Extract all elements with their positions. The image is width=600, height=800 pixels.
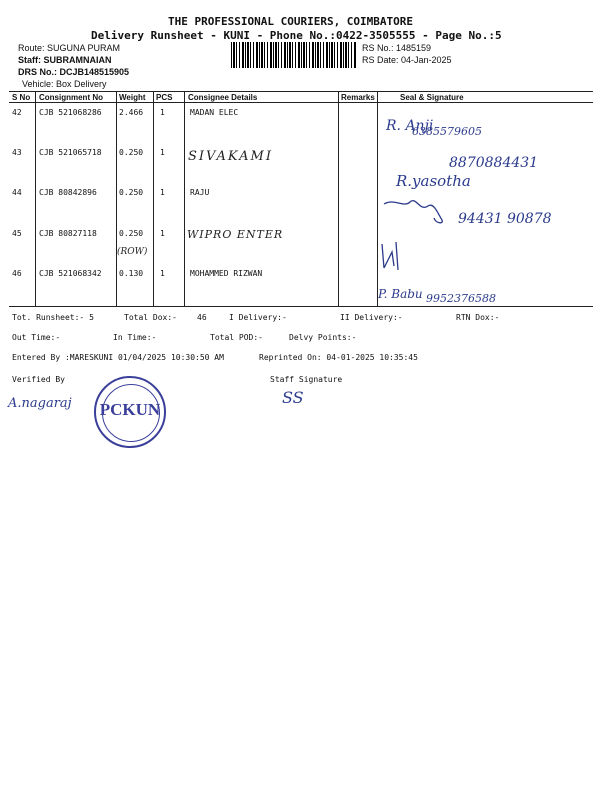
row-weight: 0.250 <box>119 188 144 197</box>
signature-row-46: P. Babu <box>378 287 423 301</box>
row-consignee: MOHAMMED RIZWAN <box>190 269 263 278</box>
signature-row-42: R. Anji <box>386 118 434 134</box>
in-time: In Time:- <box>113 333 157 342</box>
staff-signature: SS <box>282 388 304 407</box>
reprinted-on: Reprinted On: 04-01-2025 10:35:45 <box>259 353 418 362</box>
col-divider <box>116 91 117 306</box>
table-top-rule <box>9 91 593 92</box>
row-consignee: RAJU <box>190 188 210 197</box>
col-header-sno: S No <box>12 93 31 102</box>
delvy-points: Delvy Points:- <box>289 333 357 342</box>
rs-no: RS No.: 1485159 <box>362 43 432 53</box>
row-consignment: CJB 521068342 <box>39 269 102 278</box>
row-consignment: CJB 521065718 <box>39 148 102 157</box>
col-header-consignment: Consignment No <box>39 93 103 102</box>
table-header-rule <box>9 102 593 103</box>
drs-no: DRS No.: DCJB148515905 <box>18 67 130 77</box>
i-delivery: I Delivery:- <box>229 313 287 322</box>
col-divider <box>338 91 339 306</box>
staff: Staff: SUBRAMNAIAN <box>18 55 112 65</box>
total-dox-label: Total Dox:- <box>124 313 177 322</box>
row-consignment: CJB 521068286 <box>39 108 102 117</box>
out-time: Out Time:- <box>12 333 61 342</box>
col-header-pcs: PCS <box>156 93 173 102</box>
signature-scribble-row-44 <box>380 190 460 230</box>
row-sno: 43 <box>12 148 22 157</box>
handwritten-phone-43: 8870884431 <box>449 155 539 171</box>
row-consignee: MADAN ELEC <box>190 108 239 117</box>
signature-scribble-row-45 <box>376 238 406 274</box>
col-header-weight: Weight <box>119 93 146 102</box>
row-sno: 44 <box>12 188 22 197</box>
handwritten-weight-note-45: (ROW) <box>117 247 148 257</box>
company-title: THE PROFESSIONAL COURIERS, COIMBATORE <box>168 15 414 28</box>
vehicle: Vehicle: Box Delivery <box>22 79 107 89</box>
total-pod: Total POD:- <box>210 333 263 342</box>
rtn-dox: RTN Dox:- <box>456 313 500 322</box>
handwritten-consignee-43: SIVAKAMI <box>188 149 273 164</box>
row-pcs: 1 <box>160 108 165 117</box>
company-stamp <box>94 376 166 448</box>
row-weight: 0.250 <box>119 229 144 238</box>
row-weight: 2.466 <box>119 108 144 117</box>
row-pcs: 1 <box>160 269 165 278</box>
col-divider <box>153 91 154 306</box>
tot-runsheet: Tot. Runsheet:- 5 <box>12 313 94 322</box>
route: Route: SUGUNA PURAM <box>18 43 121 53</box>
entered-by: Entered By :MARESKUNI 01/04/2025 10:30:50 AM <box>12 353 224 362</box>
runsheet-subtitle: Delivery Runsheet - KUNI - Phone No.:0422-3505555 - Page No.:5 <box>91 29 502 42</box>
row-sno: 42 <box>12 108 22 117</box>
barcode <box>231 42 356 68</box>
col-divider <box>35 91 36 306</box>
rs-date: RS Date: 04-Jan-2025 <box>362 55 452 65</box>
row-pcs: 1 <box>160 229 165 238</box>
handwritten-consignee-45: WIPRO ENTER <box>187 228 284 241</box>
row-sno: 46 <box>12 269 22 278</box>
total-dox-value: 46 <box>197 313 207 322</box>
row-pcs: 1 <box>160 148 165 157</box>
verified-signature: A.nagaraj <box>8 396 72 411</box>
col-divider <box>184 91 185 306</box>
row-pcs: 1 <box>160 188 165 197</box>
signature-row-43: R.yasotha <box>396 172 471 190</box>
row-consignment: CJB 80842896 <box>39 188 97 197</box>
row-sno: 45 <box>12 229 22 238</box>
row-consignment: CJB 80827118 <box>39 229 97 238</box>
row-weight: 0.250 <box>119 148 144 157</box>
row-weight: 0.130 <box>119 269 144 278</box>
table-bottom-rule <box>9 306 593 307</box>
handwritten-phone-46: 9952376588 <box>426 292 496 305</box>
col-header-consignee: Consignee Details <box>188 93 258 102</box>
handwritten-phone-44: 94431 90878 <box>458 211 552 227</box>
ii-delivery: II Delivery:- <box>340 313 403 322</box>
stamp-text: PCKUN <box>99 400 161 419</box>
handwritten-phone-42: 6385579605 <box>412 125 482 138</box>
verified-by-label: Verified By <box>12 375 65 384</box>
staff-signature-label: Staff Signature <box>270 375 343 384</box>
col-header-remarks: Remarks <box>341 93 375 102</box>
col-header-seal-signature: Seal & Signature <box>400 93 464 102</box>
